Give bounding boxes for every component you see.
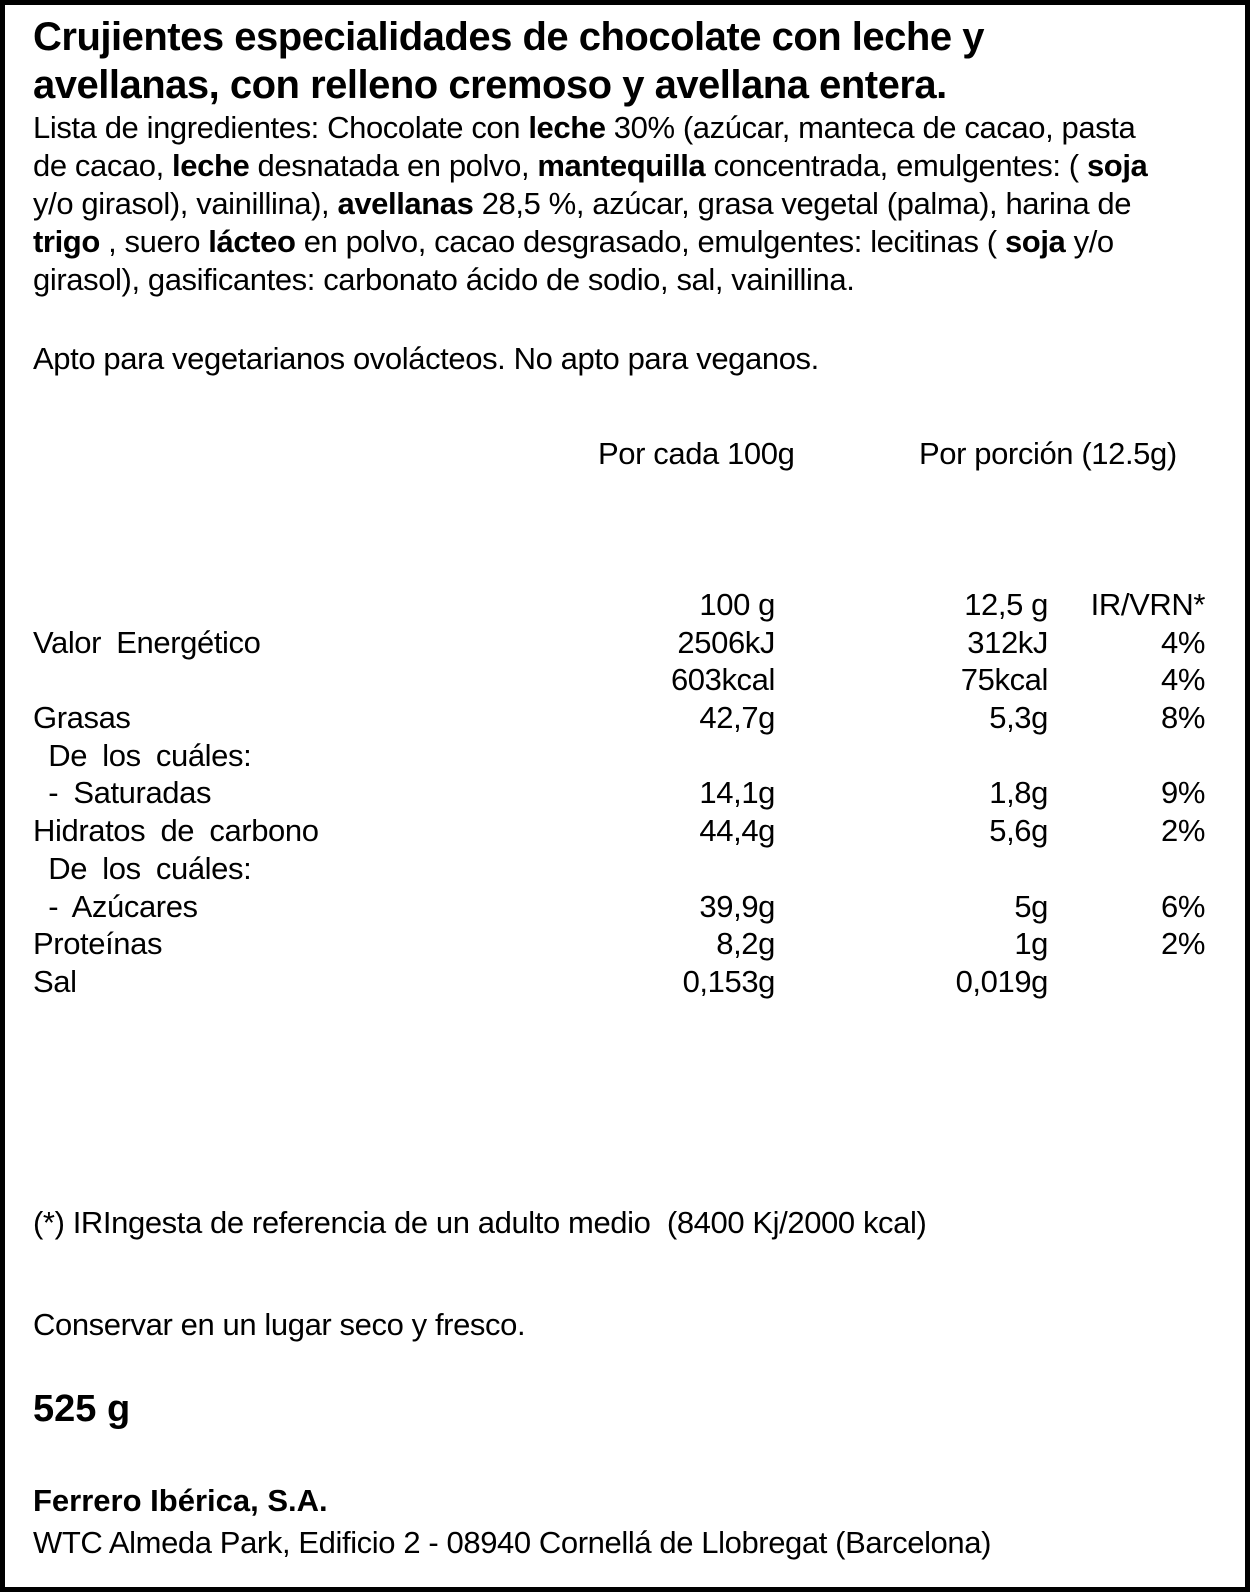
- value-per-100g: 603kcal: [670, 662, 775, 698]
- nutrient-label: Sal: [33, 963, 77, 999]
- page-title-line-1: Crujientes especialidades de chocolate con leche y: [33, 15, 984, 59]
- column-header-per-100g: Por cada 100g: [598, 436, 795, 471]
- ir-percent: IR/VRN*: [1090, 587, 1205, 622]
- table-row: [5, 850, 1250, 888]
- suitability-note: Apto para vegetarianos ovolácteos. No apto para veganos.: [33, 341, 819, 376]
- ingredients-paragraph: Lista de ingredientes: Chocolate con leche 30% (azúcar, manteca de cacao, pasta de cacao, leche desnatada en polvo, mantequilla concentrada, emulgentes: ( soja y/o girasol), vainillina), avellanas 28,5 %, azúcar, grasa vegetal (palma), harina de trigo , suero lácteo en polvo, cacao desgrasado, emulgentes: lecitinas ( soja y/o girasol), gasificantes: carbonato ácido de sodio, sal, vainillina.: [33, 110, 1148, 297]
- value-per-portion: 312kJ: [967, 624, 1048, 660]
- ir-percent: 4%: [1160, 662, 1205, 698]
- page-title: [33, 13, 984, 109]
- manufacturer-name: Ferrero Ibérica, S.A.: [33, 1483, 328, 1518]
- table-row: [5, 737, 1250, 775]
- value-per-portion: 5g: [1014, 888, 1048, 924]
- table-row: [5, 624, 1250, 662]
- nutrition-table: [5, 586, 1250, 1001]
- storage-instructions: Conservar en un lugar seco y fresco.: [33, 1307, 526, 1342]
- table-row: [5, 888, 1250, 926]
- table-row: [5, 661, 1250, 699]
- value-per-portion: 0,019g: [955, 963, 1048, 999]
- value-per-portion: 75kcal: [960, 662, 1048, 698]
- value-per-100g: 42,7g: [699, 700, 775, 736]
- value-per-100g: 44,4g: [699, 813, 775, 849]
- ir-percent: 4%: [1160, 624, 1205, 660]
- ir-percent: 6%: [1160, 888, 1205, 924]
- nutrient-label: Valor Energético: [33, 624, 261, 660]
- page-title-line-2: avellanas, con relleno cremoso y avellana entera.: [33, 63, 947, 107]
- table-row: [5, 925, 1250, 963]
- column-header-per-portion: Por porción (12.5g): [919, 436, 1177, 471]
- nutrient-label: Proteínas: [33, 926, 163, 962]
- net-weight: 525 g: [33, 1388, 131, 1430]
- value-per-100g: 2506kJ: [677, 624, 775, 660]
- nutrient-label: Hidratos de carbono: [33, 813, 319, 849]
- value-per-100g: 100 g: [699, 587, 775, 622]
- ir-percent: 2%: [1160, 926, 1205, 962]
- ir-percent: 2%: [1160, 813, 1205, 849]
- reference-intake-footnote: (*) IRIngesta de referencia de un adulto medio (8400 Kj/2000 kcal): [33, 1205, 927, 1240]
- nutrient-label: De los cuáles:: [33, 737, 252, 773]
- ir-percent: 8%: [1160, 700, 1205, 736]
- nutrient-label: - Saturadas: [33, 775, 212, 811]
- value-per-100g: 14,1g: [699, 775, 775, 811]
- nutrient-label: - Azúcares: [33, 888, 198, 924]
- value-per-portion: 1,8g: [989, 775, 1048, 811]
- table-row: [5, 963, 1250, 1001]
- value-per-portion: 12,5 g: [964, 587, 1048, 622]
- table-row: [5, 699, 1250, 737]
- value-per-portion: 5,3g: [989, 700, 1048, 736]
- manufacturer-address: WTC Almeda Park, Edificio 2 - 08940 Cornellá de Llobregat (Barcelona): [33, 1525, 991, 1560]
- value-per-portion: 1g: [1014, 926, 1048, 962]
- value-per-100g: 8,2g: [716, 926, 775, 962]
- nutrient-label: Grasas: [33, 700, 131, 736]
- value-per-portion: 5,6g: [989, 813, 1048, 849]
- table-row: [5, 812, 1250, 850]
- nutrient-label: De los cuáles:: [33, 850, 252, 886]
- table-row: [5, 774, 1250, 812]
- value-per-100g: 0,153g: [682, 963, 775, 999]
- value-per-100g: 39,9g: [699, 888, 775, 924]
- ir-percent: 9%: [1160, 775, 1205, 811]
- table-row: [5, 586, 1250, 624]
